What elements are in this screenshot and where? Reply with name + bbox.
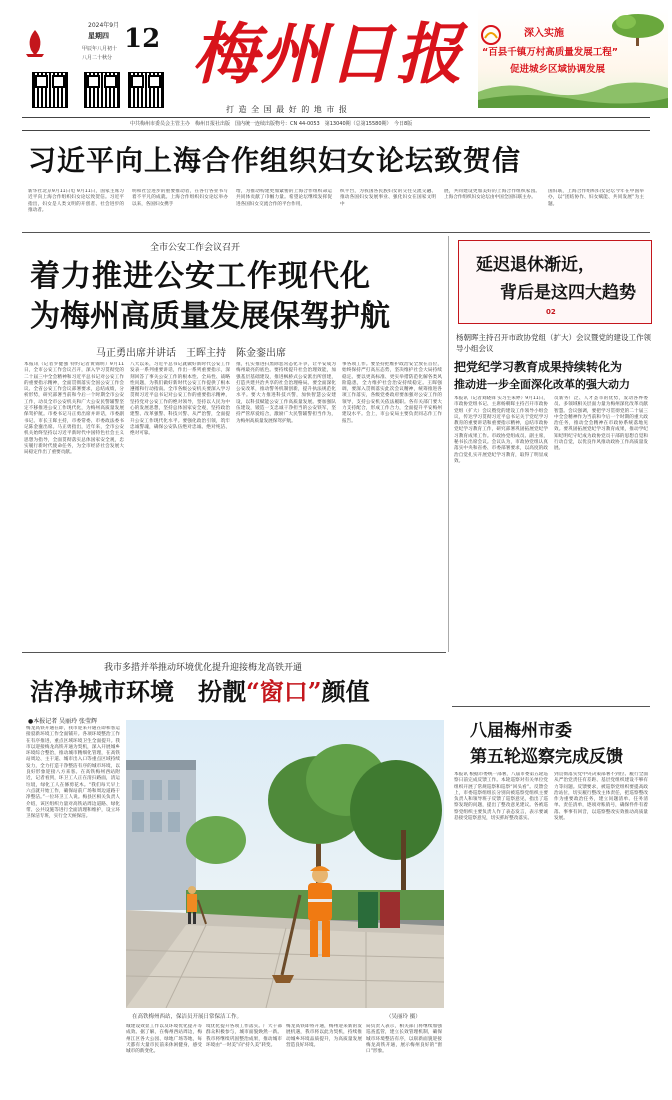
city-bottom-col-2: 境优化提升各项工作落实。广大干部群众积极参与，城市面貌焕然一新。我市将继续巩固整治成果，推动城市环境由“一时美”向“持久美”转变。	[206, 1024, 282, 1048]
newspaper-title: 梅州日报	[192, 15, 464, 93]
headline-col-1: 新华社北京9月11日电 9月11日，国家主席习近平向上海合作组织妇女论坛致贺信。习近平指出，妇女是人类文明的开创者、社会进步的推动者。	[28, 189, 124, 213]
city-title-prefix: 洁净城市环境 扮靓	[30, 677, 246, 706]
ad-banner	[478, 8, 668, 108]
police-col-3: 推，扎实推进扫黑除恶常态化斗争，让平安成为梅州最亮的底色。要持续提升社会治理效能，加强基层基础建设，推进枫桥式公安派出所创建，打造共建共治共享的社会治理格局。要全面深化公安改革，推动警务机制创新，提升执法规范化水平。要大力推进科技兴警，加快智慧公安建设，以科技赋能公安工作高质量发展。要加强队伍建设，锻造一支忠诚干净担当的公安铁军，坚持严管厚爱结合，激励广大民警辅警担当作为，为梅州高质量发展保驾护航。	[236, 362, 336, 424]
info-rule	[22, 130, 650, 131]
retire-title-line-1: 延迟退休渐近，	[476, 255, 595, 275]
disc-col-2: 员新务广泛、人才荟萃的优势，发动各界委员、多领域相关层面力量为梅州深化改革贡献智慧。会议强调，要把学习贯彻党的二十届三中全会精神作为当前和今后一个时期的重大政治任务，推动全会精神在市政协系统落地见效。要巩固拓展党纪学习教育成果，推动学纪知纪明纪守纪成为政协党员干部的思想自觉和行动自觉，以优良作风推动政协工作高质量发展。	[554, 396, 648, 452]
disc-title-line-2: 推动进一步全面深化改革的强大动力	[454, 378, 630, 391]
city-byline: ●本报记者 吴丽玲 张莹辉	[28, 718, 98, 725]
police-title-line-2: 为梅州高质量发展保驾护航	[30, 299, 390, 334]
headline-col-3: 增，为推动构建更加紧密的上海合作组织命运共同体贡献了巾帼力量。希望论坛继续发挥促进各国妇女交流合作的平台作用，	[236, 189, 332, 207]
party-emblem-icon	[22, 28, 48, 58]
photo-caption: 在高铁梅州西站，保洁员开展日常保洁工作。	[132, 1014, 243, 1020]
date-year-month: 2024年9月	[88, 22, 120, 29]
city-bottom-col-4: 局负责人表示，相关部门将继续加强巡查监管，建立长效管理机制，确保城市环境整洁有序，以崭新面貌迎接梅龙高铁开通，展示梅州良好的“窗口”形象。	[366, 1024, 442, 1055]
police-col-1: 本报讯（记者罗健强 特约记者黄锦明）9月11日，全市公安工作会议召开，深入学习贯彻党的二十届三中全会精神和习近平总书记对公安工作的重要指示精神，全面贯彻落实全国公安工作会议、全省公安工作会议部署要求，总结成绩，分析形势，研究部署当前和今后一个时期全市公安工作，动员全市公安机关和广大公安民警辅警坚定不移推进公安工作现代化，为梅州高质量发展保驾护航。市委书记马正勇出席并讲话，市委副书记、市长王晖主持，市委常委、市委政法委书记陈金銮出席。马正勇指出，近年来，全市公安机关始终坚持以习近平新时代中国特色社会主义思想为指导，全面贯彻落实总体国家安全观，忠实履行新时代使命任务，为全市经济社会发展大局稳定作出了重要贡献。	[24, 362, 124, 456]
inspect-title-line-2: 第五轮巡察完成反馈	[470, 747, 623, 767]
tree-illustration-icon	[608, 12, 668, 46]
street-cleaning-photo-icon	[126, 720, 444, 1008]
weekday: 星期四	[88, 32, 109, 40]
headline-col-4: 织平台，为我国各民族妇女的交往交流交融、推动各国妇女发展事业、强化妇女在国家文明中	[340, 189, 436, 207]
city-bottom-col-1: 城建设效显工作以及环境优化提升等成效。据了解，在梅州西站周边，梅州江区各大公园、绿地广场等地，每天都有大量市民前来休闲健身，感受城市的新变化。	[126, 1024, 202, 1055]
police-kicker: 全市公安工作会议召开	[150, 243, 241, 253]
photo-credit: （吴丽玲 摄）	[386, 1014, 421, 1020]
day-number: 12	[124, 24, 161, 54]
ribbon-logo-icon	[480, 24, 502, 46]
police-title-line-1: 着力推进公安工作现代化	[30, 259, 371, 294]
disc-col-1: 本报讯（记者刘晓锋 实习生朱婷）9月11日，市政协党组书记、主席杨朝晖主持召开市政协党组（扩大）会议暨党的建设工作领导小组会议，传达学习贯彻习近平总书记关于党纪学习教育的重要讲话和重要指示精神，总结市政协党纪学习教育工作，研究部署巩固拓展党纪学习教育成果工作。市政协党组成员、副主席，秘书长出席会议。会议认为，市政协党组认真落实中央和省委、市委部署要求，以高度的政治自觉扎实开展党纪学习教育，取得了明显成效。	[454, 396, 548, 464]
inspect-col-1: 本报讯 根据市委统一部署，八届市委第五轮巡察日前完成反馈工作。本轮巡察对有关单位党组织开展了常规巡察和巡察“回头看”。反馈会上，市委巡察组组长分别向被巡察党组织主要负责人和领导班子反馈了巡察意见，指出了巡察发现的问题，提出了整改意见建议。各被巡察党组织主要负责人作了表态发言，表示要诚恳接受巡察意见，切实抓好整改落实。	[454, 772, 548, 822]
qr-code-2	[84, 72, 120, 108]
headline-col-6: 国妇联，上海合作组织妇女论坛今年在中国举办，以“团结协作、妇女赋能、共同发展”为主题。	[548, 189, 644, 207]
ad-line-3: 促进城乡区域协调发展	[510, 64, 606, 75]
retire-title-line-2: 背后是这四大趋势	[500, 283, 636, 303]
inspect-title-line-1: 八届梅州市委	[470, 721, 572, 741]
city-title	[30, 676, 370, 708]
landscape-illustration-icon	[478, 78, 668, 108]
qr-code-3	[128, 72, 164, 108]
inspect-top-rule	[452, 706, 650, 707]
slogan: 打 造 全 国 最 好 的 地 市 报	[226, 105, 348, 114]
headline-col-5: 展，共同建设更加美好的上海合作组织家园。上海合作组织妇女论坛由中国全国妇联主办。	[444, 189, 540, 201]
police-col-4: 事各项工作。要坚持把维护政治安全放在首位，始终保持严打高压态势，坚决维护社会大局持续稳定。要以更高标准、更实举措防范化解各类风险隐患，全力维护社会治安持续稳定。王晖强调，要深入贯彻落实此次会议精神，统筹推进各项工作落实，各级党委政府要加强对公安工作的领导，支持公安机关依法履职。各有关部门要大力支持配合，形成工作合力，全面提升平安梅州建设水平。会上，市公安局主要负责同志作工作报告。	[342, 362, 442, 424]
lunar-line-1: 甲辰年八月初十	[82, 46, 118, 52]
city-bottom-col-3: 梅龙高铁即将开通，梅州迎来新的发展机遇，我市将以此为契机，持续推动城乡环境品质提升，为高质量发展营造良好环境。	[286, 1024, 362, 1048]
ad-line-2: “百县千镇万村高质量发展工程”	[482, 47, 618, 58]
publication-info: 中共梅州市委员会主管主办 梅州日报社出版 国内统一连续出版物号：CN 44-0053 第13040期（总第15580期） 今日8版	[130, 121, 413, 127]
column-divider-vertical	[448, 236, 449, 652]
masthead-rule	[22, 117, 650, 118]
police-subtitle: 马正勇出席并讲话 王晖主持 陈金銮出席	[96, 348, 286, 359]
disc-kicker: 杨朝晖主持召开市政协党组（扩大）会议暨党的建设工作领导小组会议	[456, 333, 651, 353]
disc-title-line-1: 把党纪学习教育成果持续转化为	[454, 360, 623, 374]
qr-code-1	[32, 72, 68, 108]
city-title-quote: “窗口”	[246, 677, 322, 706]
retire-page-ref[interactable]: 02	[546, 308, 556, 316]
police-col-2: 八大以来，习近平总书记就做好新时代公安工作发表一系列重要讲话，作出一系列重要指示，深刻回答了事关公安工作的根本性、全局性、战略性问题，为我们做好新时代公安工作提供了根本遵循和行动指南。全市各级公安机关要深入学习贯彻习近平总书记对公安工作的重要指示精神，坚持党对公安工作的绝对领导，坚持以人民为中心的发展思想，坚持总体国家安全观，坚持政治建警、改革强警、科技兴警、从严治警，全面提升公安工作现代化水平。要强化政治引领，筑牢忠诚警魂，确保公安队伍绝对忠诚、绝对纯洁、绝对可靠。	[130, 362, 230, 437]
city-kicker: 我市多措并举推动环境优化提升迎接梅龙高铁开通	[104, 663, 303, 673]
city-top-rule	[22, 652, 446, 653]
lunar-line-2: 八月二十秋分	[82, 55, 113, 61]
city-title-suffix: 颜值	[321, 677, 370, 706]
headline-rule	[22, 232, 650, 233]
city-photo	[126, 720, 444, 1008]
inspect-col-2: 到贯彻落实党中央决策部署不到位、履行全面从严治党责任有差距、基层党组织建设不够有力等问题。反馈要求，被巡察党组织要提高政治站位，切实履行整改主体责任，把巡察整改作为重要政治任务，建立问题清单、任务清单、责任清单，逐项对账销号，确保件件有着落、事事有回音，以巡察整改实效推动高质量发展。	[554, 772, 648, 822]
main-headline: 习近平向上海合作组织妇女论坛致贺信	[28, 144, 522, 177]
headline-col-2: 明和社会进步的重要推动者，在各行各业书写着不平凡的成就。上海合作组织妇女论坛举办以来，各国妇女携手	[132, 189, 228, 207]
ad-line-1: 深入实施	[524, 28, 564, 39]
city-left-col: 梅龙高铁开通在即，我市迎来开通在即和客运接驳新环境工作全面铺开。各项环境整治工作在有序推进，重点区域环境卫生全面提升。我市以迎接梅龙高铁开通为契机，深入开展城乡环境综合整治，推动城市精细化管理，在高铁站周边、主干道、城市出入口等重点区域持续发力，全力打造干净整洁有序的城市环境，以良好形象迎接八方来客。在高铁梅州西站附近，记者看到，环卫工人正在清扫路面，清运垃圾，绿化工人在修剪花木。“我们每天早上六点就开始工作，确保站前广场和周边道路干净整洁。”一位环卫工人说。梅县区相关负责人介绍，该区组织力量对高铁站周边道路、绿化带、公共设施等进行全面清理和维护，设立环卫保洁专班，实行全天候保洁。	[26, 726, 120, 820]
